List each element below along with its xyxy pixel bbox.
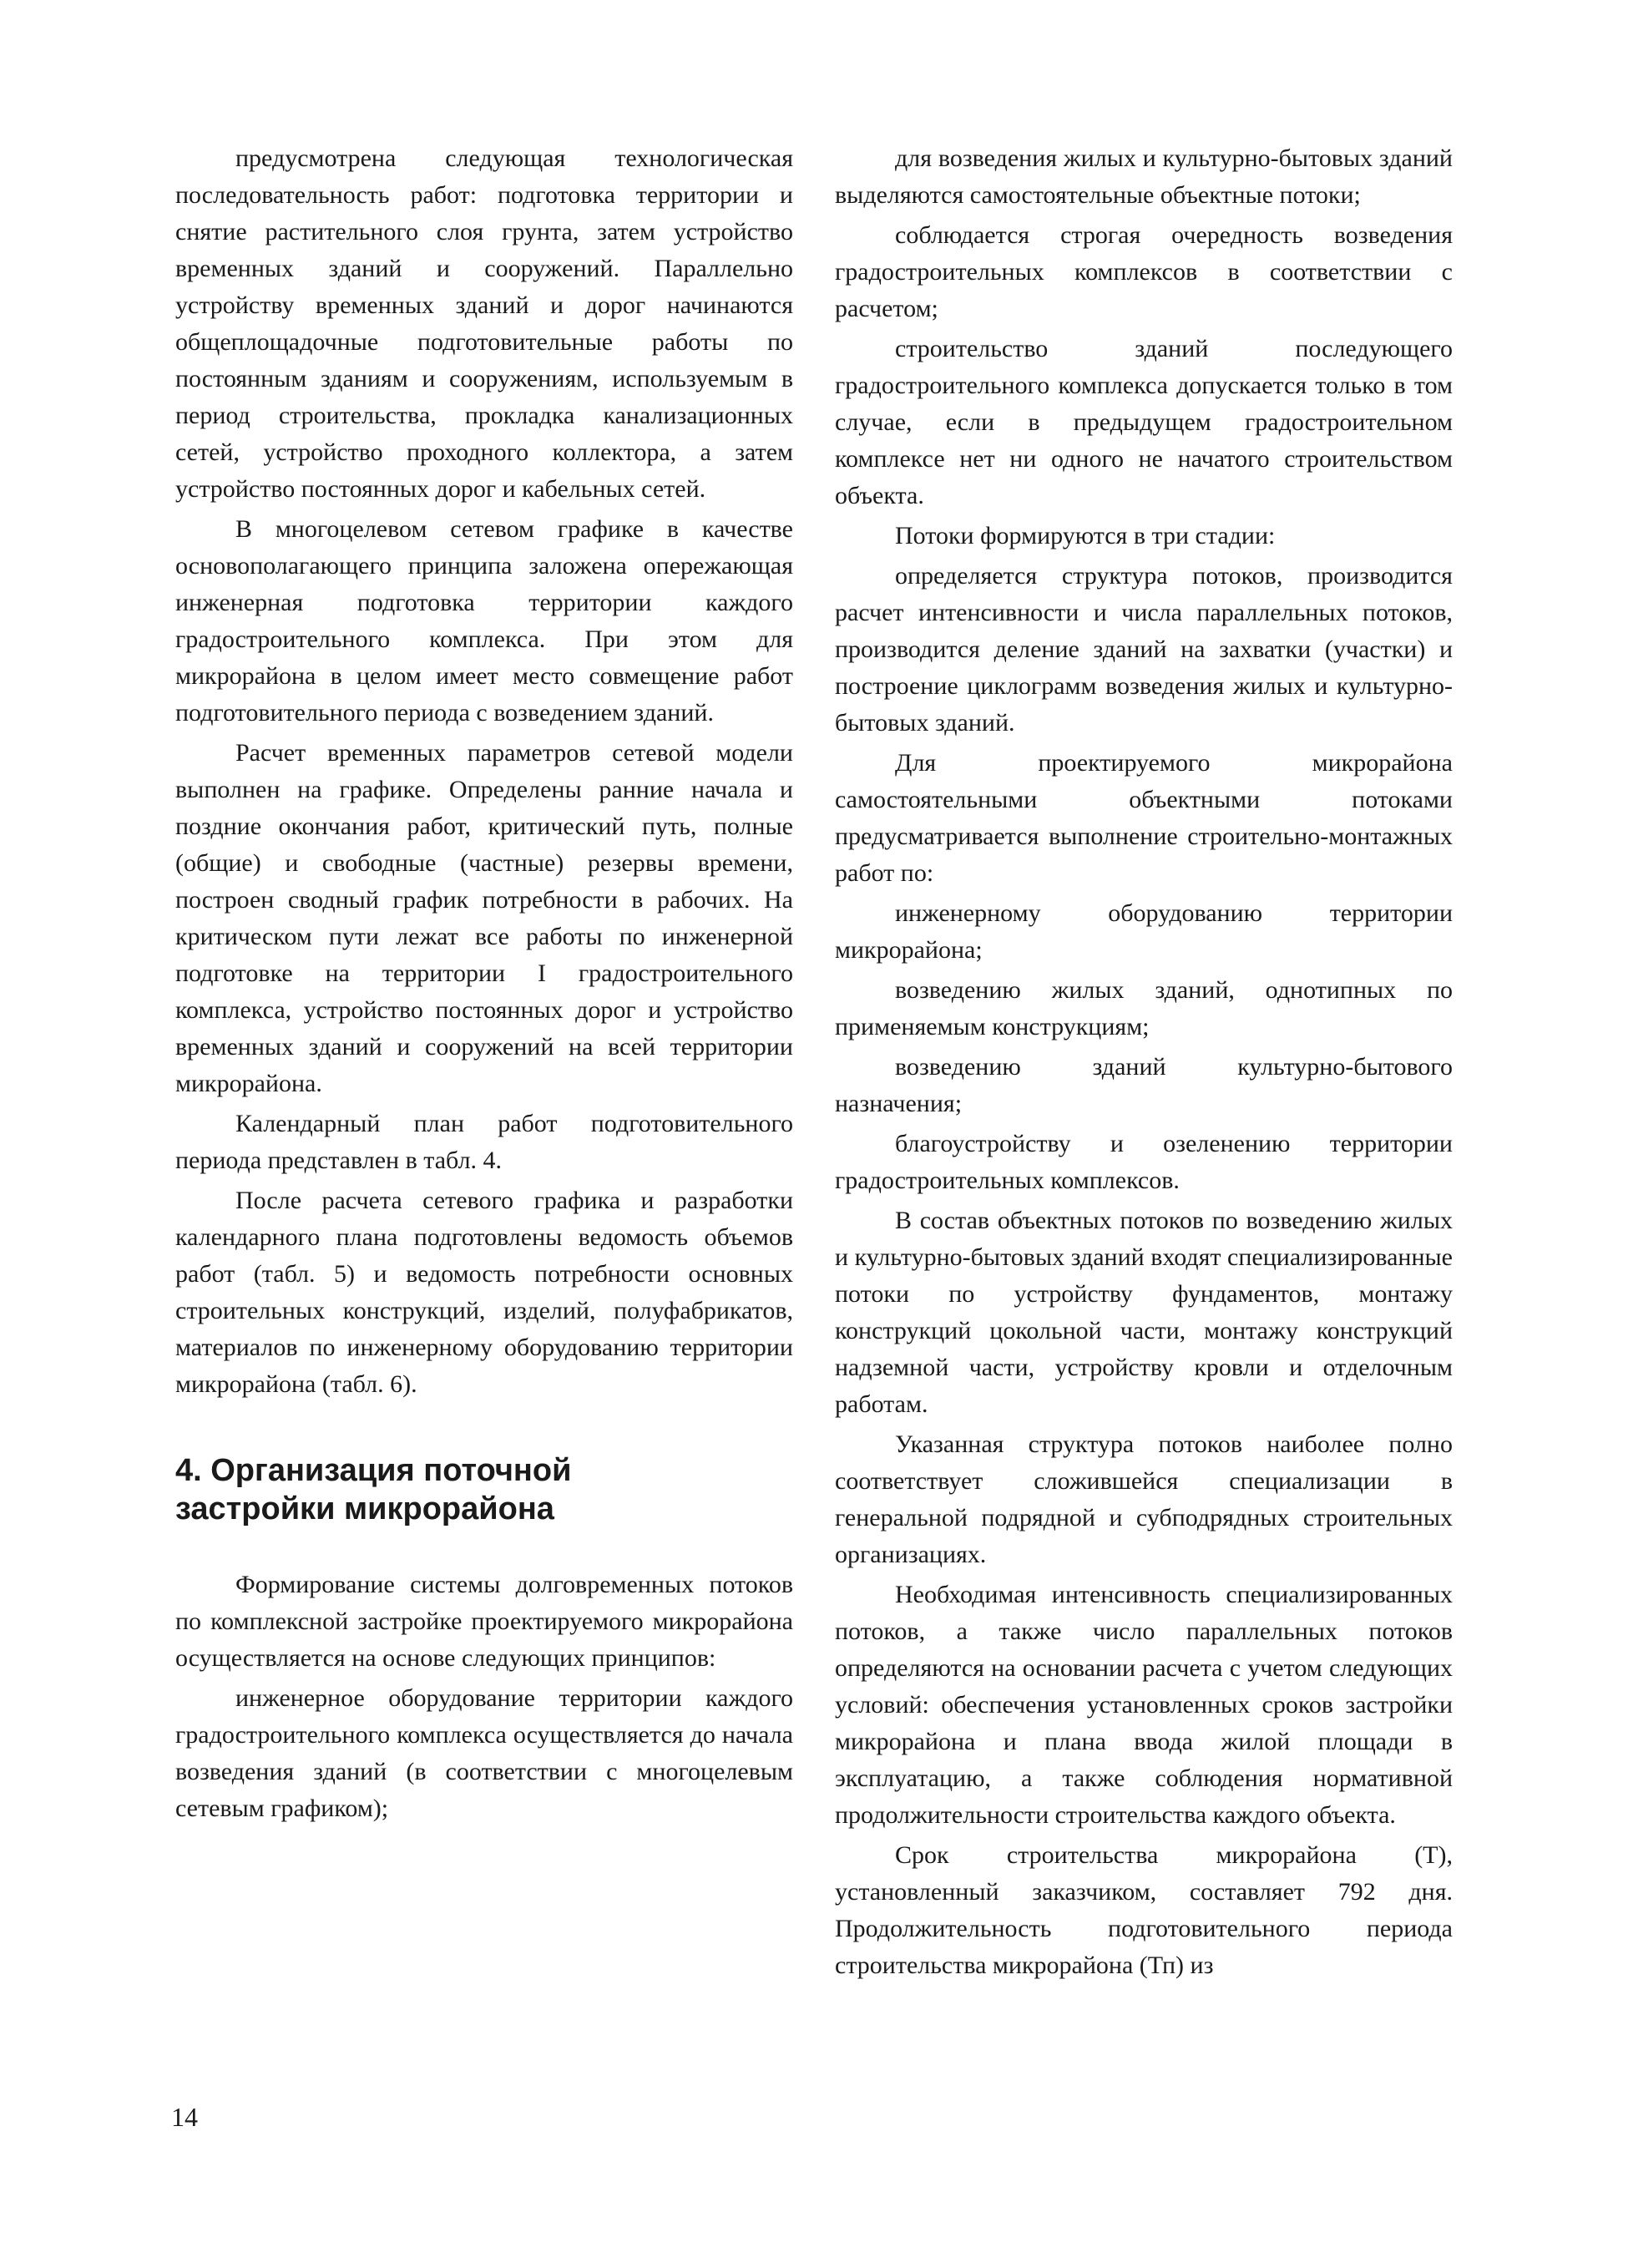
paragraph-work-volume-statement: После расчета сетевого графика и разработки календарного плана подготовлены ведомость объемов работ (табл. 5) и ведомость потребности основных строительных конструкций, изделий, полуфабрикатов, материалов по инженерному оборудованию территории микрорайона (табл. 6). <box>175 1187 793 1398</box>
paragraph-time-parameters: Расчет временных параметров сетевой модели выполнен на графике. Определены ранние начала и поздние окончания работ, критический путь, полные (общие) и свободные (частные) резервы времени, построен сводный график потребности в рабочих. На критическом пути лежат все работы по инженерной подготовке на территории I градостроительного комплекса, устройство постоянных дорог и устройство временных зданий и сооружений на всей территории микрорайона. <box>175 739 793 1097</box>
paragraph-next-complex: строительство зданий последующего градостроительного комплекса допускается только в том случае, если в предыдущем градостроительном комплексе нет ни одного не начатого строительством объекта. <box>835 335 1453 509</box>
paragraph-construction-term: Срок строительства микрорайона (Т), установленный заказчиком, составляет 792 дня. Продолжительность подготовительного периода строительства микрорайона (Тп) из <box>835 1841 1453 1979</box>
list-item-cultural-buildings: возведению зданий культурно-бытового назначения; <box>835 1053 1453 1117</box>
paragraph-engineering-equipment: инженерное оборудование территории каждого градостроительного комплекса осуществляется до начала возведения зданий (в соответствии с многоцелевым сетевым графиком); <box>175 1684 793 1822</box>
list-item-residential-buildings: возведению жилых зданий, однотипных по применяемым конструкциям; <box>835 976 1453 1040</box>
paragraph-specialized-flows: В состав объектных потоков по возведению жилых и культурно-бытовых зданий входят специализированные потоки по устройству фундаментов, монтажу конструкций цокольной части, монтажу конструкций надземной части, устройству кровли и отделочным работам. <box>835 1207 1453 1418</box>
paragraph-work-sequence: предусмотрена следующая технологическая последовательность работ: подготовка территории и снятие растительного слоя грунта, затем устройство временных зданий и сооружений. Параллельно устройству временных зданий и дорог начинаются общеплощадочные подготовительные работы по постоянным зданиям и сооружениям, используемым в период строительства, прокладка канализационных сетей, устройство проходного коллектора, а затем устройство постоянных дорог и кабельных сетей. <box>175 144 793 503</box>
right-column <box>835 140 1453 1987</box>
paragraph-independent-flows: Для проектируемого микрорайона самостоятельными объектными потоками предусматривается выполнение строительно-монтажных работ по: <box>835 749 1453 887</box>
page-number: 14 <box>171 2102 198 2132</box>
section-heading-line-2: застройки микрорайона <box>175 1491 554 1526</box>
left-column <box>175 140 793 1830</box>
paragraph-strict-order: соблюдается строгая очередность возведения градостроительных комплексов в соответствии с расчетом; <box>835 221 1453 322</box>
paragraph-flow-system-principles: Формирование системы долговременных потоков по комплексной застройке проектируемого микрорайона осуществляется на основе следующих принципов: <box>175 1571 793 1672</box>
paragraph-calendar-plan: Календарный план работ подготовительного периода представлен в табл. 4. <box>175 1110 793 1174</box>
paragraph-flow-structure: определяется структура потоков, производится расчет интенсивности и числа параллельных потоков, производится деление зданий на захватки (участки) и построение циклограмм возведения жилых и культурно-бытовых зданий. <box>835 562 1453 737</box>
paragraph-structure-fit: Указанная структура потоков наиболее полно соответствует сложившейся специализации в генеральной подрядной и субподрядных строительных организациях. <box>835 1430 1453 1568</box>
list-item-engineering-equipment: инженерному оборудованию территории микрорайона; <box>835 899 1453 964</box>
paragraph-required-intensity: Необходимая интенсивность специализированных потоков, а также число параллельных потоков определяются на основании расчета с учетом следующих условий: обеспечения установленных сроков застройки микрорайона и плана ввода жилой площади в эксплуатацию, а также соблюдения нормативной продолжительности строительства каждого объекта. <box>835 1581 1453 1829</box>
list-item-landscaping: благоустройству и озеленению территории градостроительных комплексов. <box>835 1130 1453 1194</box>
paragraph-network-schedule: В многоцелевом сетевом графике в качестве основополагающего принципа заложена опережающая инженерная подготовка территории каждого градостроительного комплекса. При этом для микрорайона в целом имеет место совмещение работ подготовительного периода с возведением зданий. <box>175 515 793 726</box>
section-heading-line-1: 4. Организация поточной <box>175 1453 572 1488</box>
section-heading <box>175 1451 793 1528</box>
paragraph-three-stages: Потоки формируются в три стадии: <box>895 522 1276 549</box>
paragraph-object-flows: для возведения жилых и культурно-бытовых зданий выделяются самостоятельные объектные потоки; <box>835 144 1453 209</box>
